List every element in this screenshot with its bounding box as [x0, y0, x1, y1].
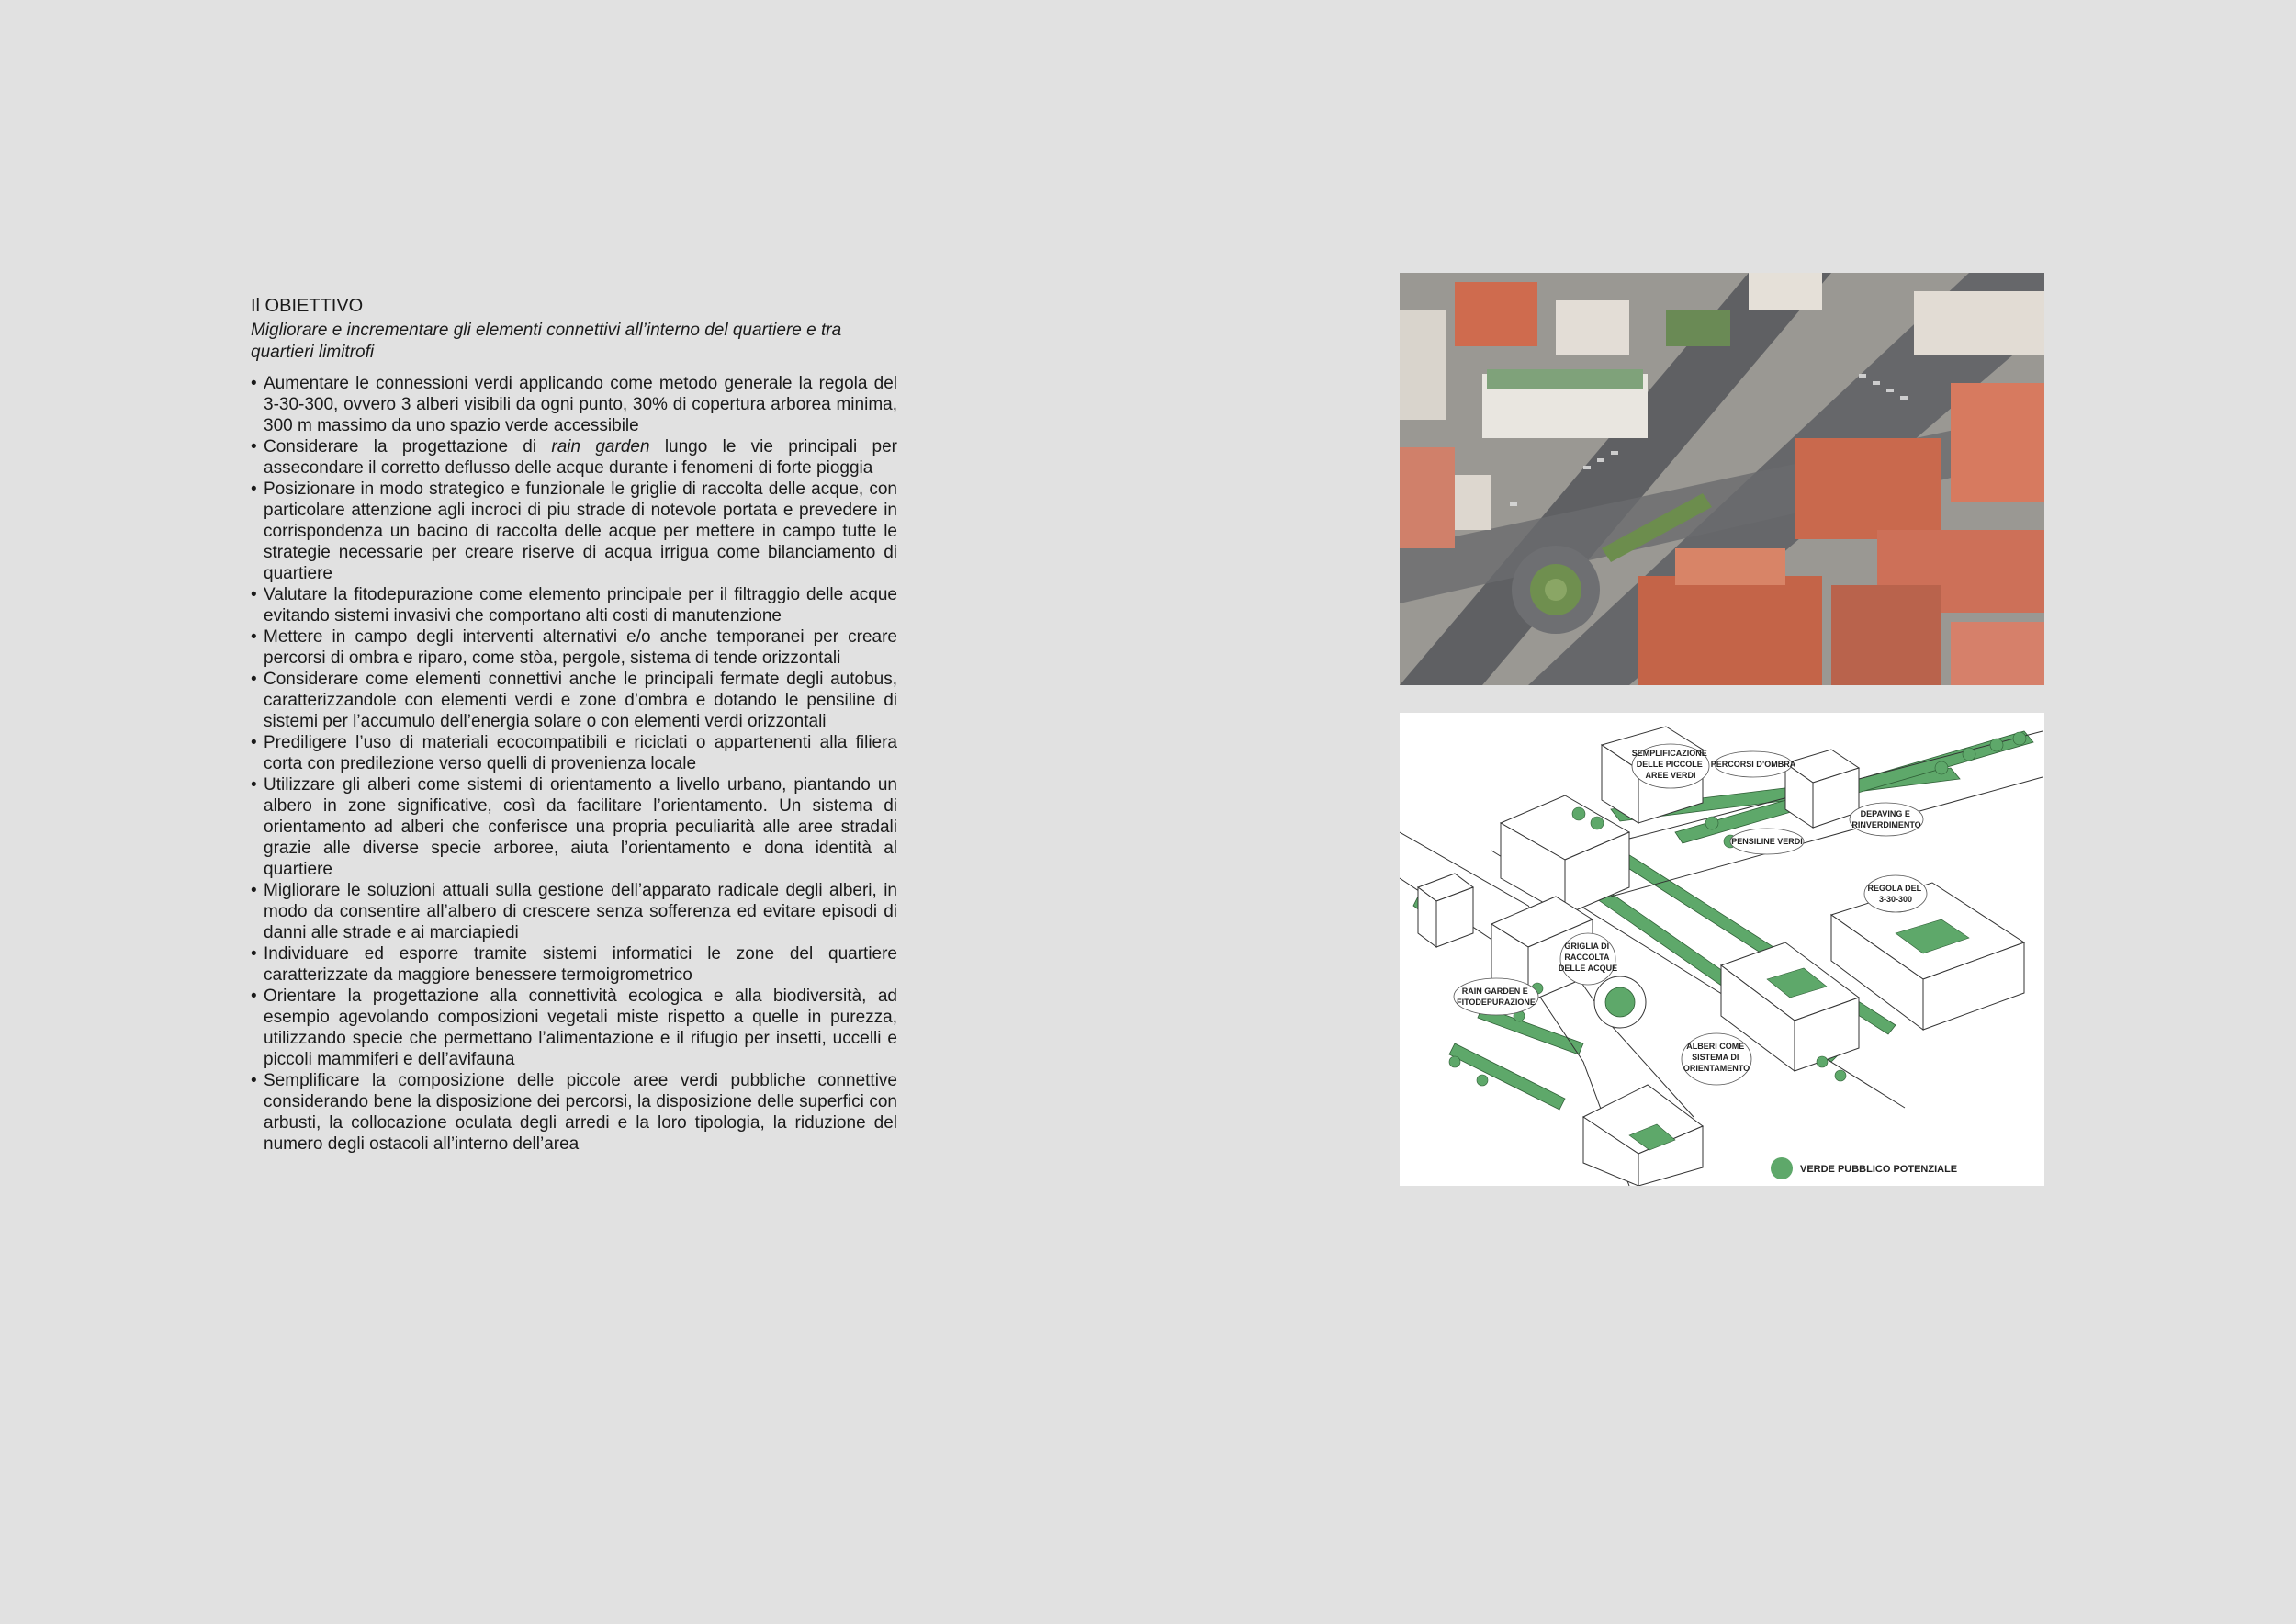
label-bubble [1850, 803, 1923, 836]
objective-bullet-list [251, 373, 897, 1155]
green-strip [1449, 1043, 1565, 1110]
section-subtitle: Migliorare e incrementare gli elementi connettivi all’interno del quartiere e tra quartieri limitrofi [251, 321, 842, 362]
objective-text-column [251, 294, 897, 1155]
label-bubble [1864, 875, 1927, 912]
objective-bullet: • Considerare come elementi connettivi anche le principali fermate degli autobus, caratterizzandole con elementi verdi e zone d’ombra e dotando le pensiline di sistemi per l’accumulo dell’energia solare o con elementi verdi orizzontali [251, 669, 897, 732]
axonometric-diagram [1400, 713, 2044, 1186]
section-title: Il OBIETTIVO [251, 296, 364, 316]
label-regola: REGOLA DEL 3-30-300 [1867, 884, 1921, 904]
aerial-photo-drawing [1400, 273, 2044, 685]
label-bubble [1454, 978, 1538, 1015]
legend-green-dot [1771, 1157, 1793, 1179]
aerial-photo [1400, 273, 2044, 685]
label-alberi: ALBERI COME SISTEMA DI ORIENTAMENTO [1683, 1042, 1750, 1073]
strategy-diagram [1400, 713, 2044, 1186]
objective-bullet: • Considerare la progettazione di rain garden lungo le vie principali per assecondare il corretto deflusso delle acque durante i fenomeni di forte pioggia [251, 436, 897, 479]
objective-bullet: • Semplificare la composizione delle piccole aree verdi pubbliche connettive considerando bene la disposizione dei percorsi, la disposizione delle superfici con arbusti, la collocazione oculata degli arredi e la loro tipologia, la riduzione del numero degli ostacoli all’interno dell’area [251, 1070, 897, 1155]
label-semplificazione: SEMPLIFICAZIONE DELLE PICCOLE AREE VERDI [1631, 749, 1707, 780]
objective-bullet: • Utilizzare gli alberi come sistemi di orientamento a livello urbano, piantando un albero in zone significative, così da facilitare l’orientamento. Un sistema di orientamento ad alberi che conferisce una propria peculiarità alle aree stradali grazie alle diverse specie arboree, aiuta l’orientamento e dona identità al quartiere [251, 774, 897, 880]
objective-bullet: • Migliorare le soluzioni attuali sulla gestione dell’apparato radicale degli alberi, in modo da consentire all’albero di crescere senza sofferenza ed evitare episodi di danni alle strade e ai marciapiedi [251, 880, 897, 943]
objective-bullet: • Individuare ed esporre tramite sistemi informatici le zone del quartiere caratterizzate da maggiore benessere termoigrometrico [251, 943, 897, 986]
objective-bullet: • Mettere in campo degli interventi alternativi e/o anche temporanei per creare percorsi di ombra e riparo, come stòa, pergole, sistema di tende orizzontali [251, 626, 897, 669]
objective-bullet: • Aumentare le connessioni verdi applicando come metodo generale la regola del 3-30-300, ovvero 3 alberi visibili da ogni punto, 30% di copertura arborea minima, 300 m massimo da uno spazio verde accessibile [251, 373, 897, 436]
label-percorsi-ombra: PERCORSI D’OMBRA [1710, 760, 1796, 769]
legend-label: VERDE PUBBLICO POTENZIALE [1800, 1164, 1958, 1175]
label-griglia: GRIGLIA DI RACCOLTA DELLE ACQUE [1558, 942, 1618, 973]
objective-bullet: • Orientare la progettazione alla connettività ecologica e alla biodiversità, ad esempio agevolando composizioni vegetali miste rispetto a quelle in purezza, utilizzando specie che permettano l’alimentazione e il rifugio per insetti, uccelli e piccoli mammiferi e dell’avifauna [251, 986, 897, 1070]
label-rain-garden: RAIN GARDEN E FITODEPURAZIONE [1457, 987, 1536, 1007]
objective-bullet: • Prediligere l’uso di materiali ecocompatibili e riciclati o appartenenti alla filiera corta con predilezione verso quelli di provenienza locale [251, 732, 897, 774]
label-pensiline: PENSILINE VERDI [1731, 837, 1803, 846]
label-depaving: DEPAVING E RINVERDIMENTO [1851, 809, 1921, 829]
objective-bullet: • Valutare la fitodepurazione come elemento principale per il filtraggio delle acque evitando sistemi invasivi che comportano alti costi di manutenzione [251, 584, 897, 626]
objective-bullet: • Posizionare in modo strategico e funzionale le griglie di raccolta delle acque, con particolare attenzione agli incroci di piu strade di notevole portata e prevedere in corrispondenza un bacino di raccolta delle acque per mettere in campo tutte le strategie necessarie per creare riserve di acqua irrigua come bilanciamento di quartiere [251, 479, 897, 584]
